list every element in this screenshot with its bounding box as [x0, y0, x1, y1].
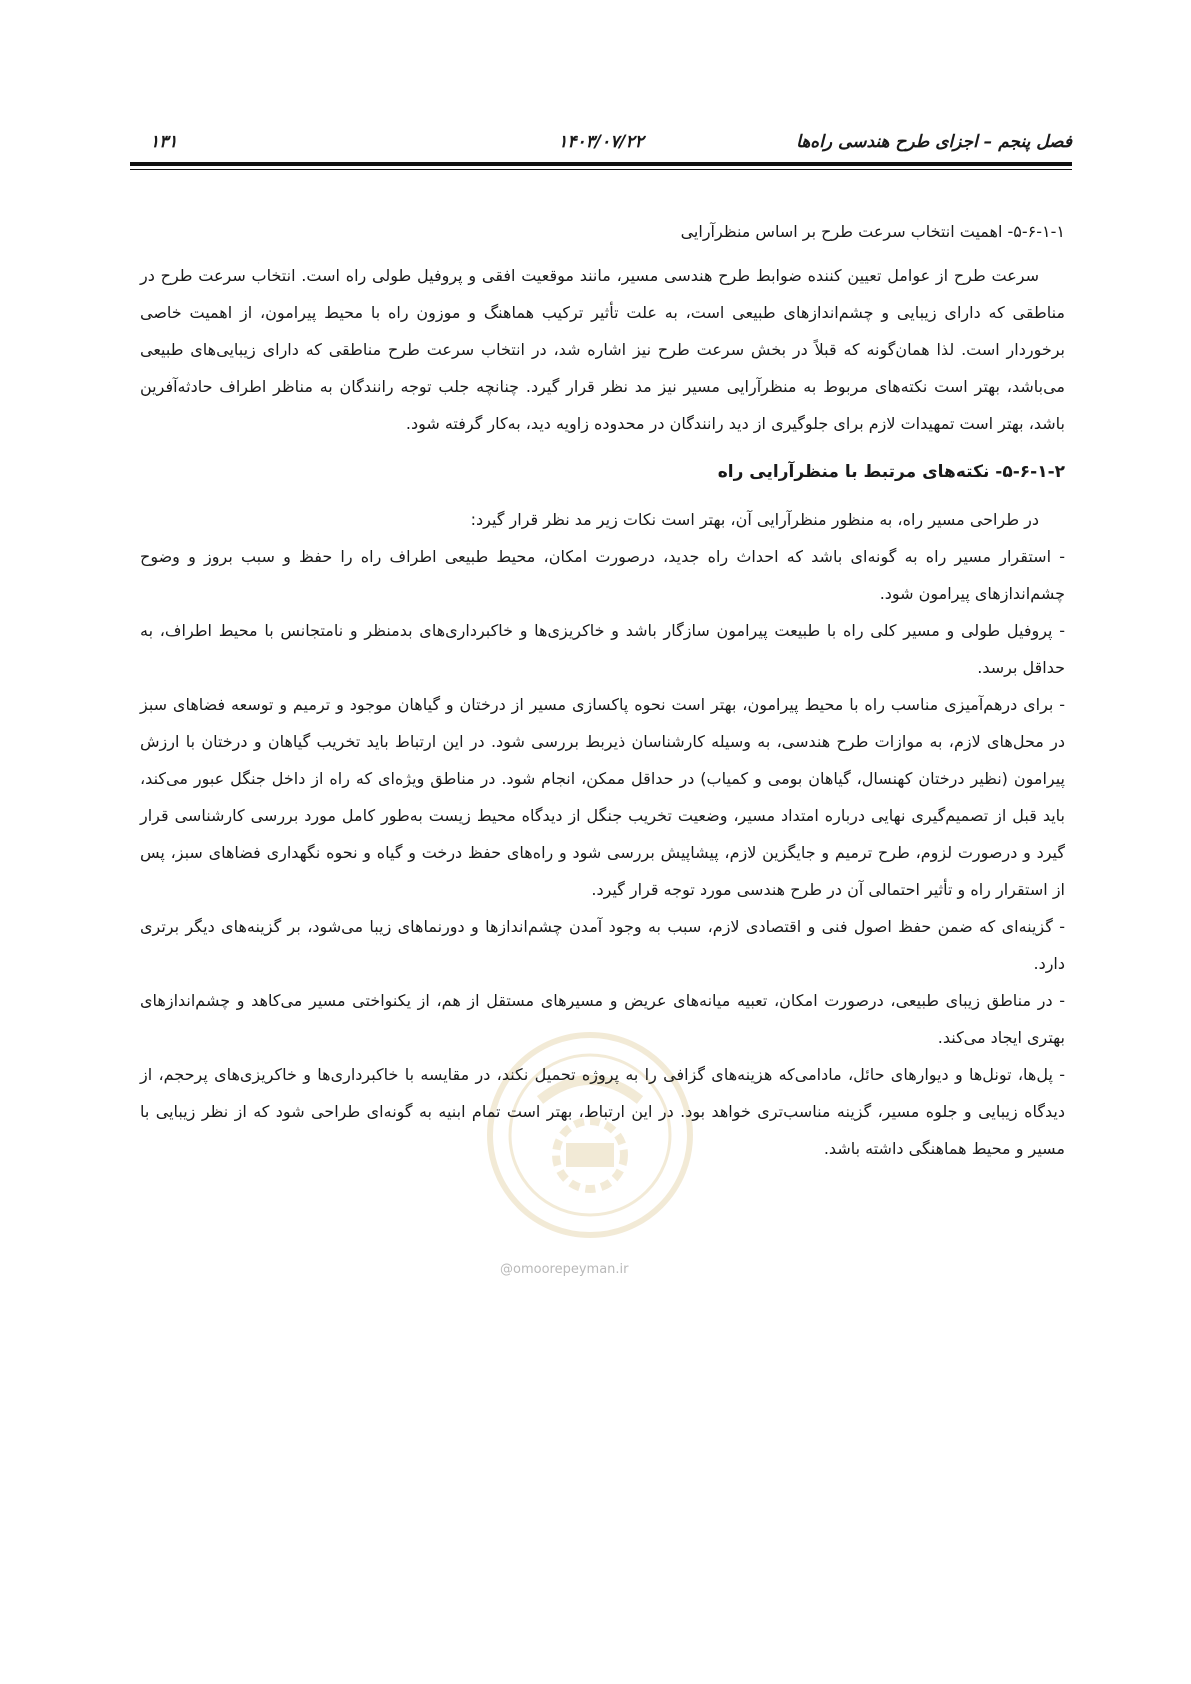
list-item: - پروفیل طولی و مسیر کلی راه با طبیعت پیرامون سازگار باشد و خاکریزی‌ها و خاکبرداری‌های بدمنظر و نامتجانس با محیط اطراف، به حداقل برسد.: [140, 621, 1065, 677]
section-intro: در طراحی مسیر راه، به منظور منظرآرایی آن، بهتر است نکات زیر مد نظر قرار گیرد:: [470, 510, 1039, 529]
list-item: - گزینه‌ای که ضمن حفظ اصول فنی و اقتصادی لازم، سبب به وجود آمدن چشم‌اندازها و دورنماهای زیبا می‌شود، بر گزینه‌های دیگر برتری دارد.: [140, 917, 1065, 973]
list-item: - برای درهم‌آمیزی مناسب راه با محیط پیرامون، بهتر است نحوه پاکسازی مسیر از درختان و گیاهان موجود و ترمیم و توسعه فضاهای سبز در محل‌های لازم، به موازات طرح هندسی، به وسیله کارشناسان ذیربط بررسی شود. در این ارتباط باید تخریب گیاهان و درختان با ارزش پیرامون (نظیر درختان کهنسال، گیاهان بومی و کمیاب) در حداقل ممکن، انجام شود. در مناطق ویژه‌ای که راه از داخل جنگل عبور می‌کند، باید قبل از تصمیم‌گیری نهایی درباره امتداد مسیر، وضعیت تخریب جنگل از دیدگاه محیط زیست به‌طور کامل مورد بررسی کارشناسی قرار گیرد و درصورت لزوم، طرح ترمیم و جایگزین لازم، پیشاپیش بررسی شود و راه‌های حفظ درخت و گیاه و نحوه نگهداری فضاهای سبز، پس از استقرار راه و تأثیر احتمالی آن در طرح هندسی مورد توجه قرار گیرد.: [140, 695, 1065, 899]
header-date: ۱۴۰۳/۰۷/۲۲: [558, 132, 644, 152]
list-item: - پل‌ها، تونل‌ها و دیوارهای حائل، مادامی‌که هزینه‌های گزافی را به پروژه تحمیل نکند، در مقایسه با خاکبرداری‌ها و خاکریزی‌های پرحجم، از دیدگاه زیبایی و جلوه مسیر، گزینه مناسب‌تری خواهد بود. در این ارتباط، بهتر است تمام ابنیه به گونه‌ای طراحی شود که از نظر زیبایی با مسیر و محیط هماهنگی داشته باشد.: [140, 1065, 1065, 1158]
section-title: ۵-۶-۱-۱- اهمیت انتخاب سرعت طرح بر اساس منظرآرایی: [680, 222, 1065, 241]
header-rule-thick: [130, 162, 1072, 166]
page-header: [130, 130, 1072, 154]
page-number: ۱۳۱: [150, 132, 178, 152]
chapter-title: فصل پنجم – اجزای طرح هندسی راه‌ها: [796, 132, 1072, 152]
watermark-site: @omoorepeyman.ir: [500, 1262, 629, 1277]
page-body: [140, 213, 1065, 1167]
header-rule-thin: [130, 169, 1072, 170]
section-heading: ۵-۶-۱-۲- نکته‌های مرتبط با منظرآرایی راه: [717, 462, 1065, 482]
section-paragraph: سرعت طرح از عوامل تعیین کننده ضوابط طرح هندسی مسیر، مانند موقعیت افقی و پروفیل طولی راه است. انتخاب سرعت طرح در مناطقی که دارای زیبایی و چشم‌اندازهای طبیعی است، به علت تأثیر ترکیب هماهنگ و موزون راه با محیط پیرامون، از اهمیت خاصی برخوردار است. لذا همان‌گونه که قبلاً در بخش سرعت طرح نیز اشاره شد، در انتخاب سرعت طرح مناطقی که دارای زیبایی‌های طبیعی می‌باشد، بهتر است نکته‌های مربوط به منظرآرایی مسیر نیز مد نظر قرار گیرد. چنانچه جلب توجه رانندگان به مناظر اطراف حادثه‌آفرین باشد، بهتر است تمهیدات لازم برای جلوگیری از دید رانندگان در محدوده زاویه دید، به‌کار گرفته شود.: [140, 266, 1065, 433]
list-item: - در مناطق زیبای طبیعی، درصورت امکان، تعبیه میانه‌های عریض و مسیرهای مستقل از هم، از یکنواختی مسیر می‌کاهد و چشم‌اندازهای بهتری ایجاد می‌کند.: [140, 991, 1065, 1047]
list-item: - استقرار مسیر راه به گونه‌ای باشد که احداث راه جدید، درصورت امکان، محیط طبیعی اطراف راه را حفظ و سبب بروز و وضوح چشم‌اندازهای پیرامون شود.: [140, 547, 1065, 603]
